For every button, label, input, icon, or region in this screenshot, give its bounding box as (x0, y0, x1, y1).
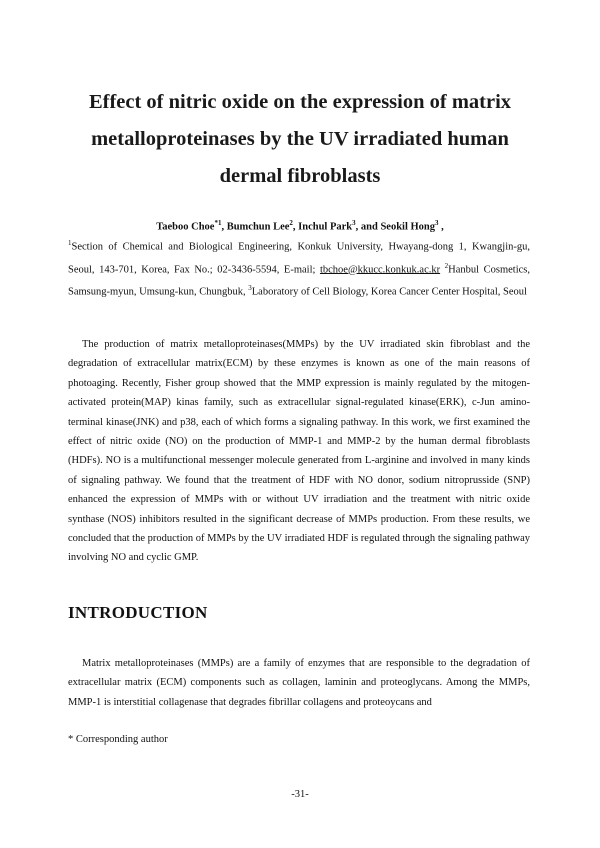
affiliation-text: Laboratory of Cell Biology, Korea Cancer Center Hospital, Seoul (251, 286, 527, 298)
affiliation-block (68, 234, 530, 302)
email-link[interactable]: tbchoe@kkucc.konkuk.ac.kr (319, 264, 441, 275)
affiliation-text: Section of Chemical and Biological Engineering, Konkuk University, Hwayang-dong 1, Kwangjin-gu, Seoul, 143-701, Korea, Fax No.; 02-3436-5594, E-mail; (68, 241, 530, 275)
affiliation-superscript: 3 (248, 284, 252, 292)
author-name: Inchul Park (298, 221, 353, 233)
abstract-paragraph: The production of matrix metalloproteinases(MMPs) by the UV irradiated skin fibroblast and the degradation of extracellular matrix(ECM) by these enzymes is known as one of the main reasons of photoaging. Recently, Fisher group showed that the MMP expression is mainly regulated by the mitogen-activated protein(MAP) kinas family, such as extracellular signal-regulated kinase(ERK), c-Jun amino-terminal kinase(JNK) and p38, each of which forms a signaling pathway. In this work, we first examined the effect of nitric oxide (NO) on the production of MMP-1 and MMP-2 by the human dermal fibroblasts (HDFs). NO is a multifunctional messenger molecule generated from L-arginine and involved in many kinds of signaling pathway. We found that the treatment of HDF with NO donor, sodium nitroprusside (SNP) enhanced the expression of MMPs with or without UV irradiation and the treatment with nitric oxide synthase (NOS) inhibitors resulted in the significant decrease of MMPs production. From these results, we concluded that the production of MMPs by the UV irradiated HDF is regulated through the signaling pathway involving NO and cyclic GMP. (68, 339, 530, 564)
affiliation-superscript: 2 (444, 261, 449, 270)
author-end: , (438, 221, 444, 233)
footnote: * Corresponding author (68, 734, 168, 745)
title-line-2: metalloproteinases by the UV irradiated human (91, 128, 509, 150)
author-superscript: 3 (435, 219, 439, 227)
page-number: -31- (291, 789, 309, 800)
author-superscript: 2 (289, 219, 293, 227)
author-separator: , (292, 221, 299, 233)
section-heading: INTRODUCTION (68, 603, 208, 622)
title-line-1: Effect of nitric oxide on the expression of matrix (88, 91, 512, 113)
author-separator: , (355, 221, 361, 233)
affiliation-superscript: 1 (68, 239, 72, 247)
author-superscript: 3 (352, 219, 356, 227)
introduction-paragraph: Matrix metalloproteinases (MMPs) are a family of enzymes that are responsible to the degradation of extracellular matrix (ECM) components such as collagen, laminin and proteoglycans. Among the MMPs, MMP-1 is interstitial collagenase that degrades fibrillar collagens and proteoycans and (68, 658, 530, 708)
author-name: and Seokil Hong (360, 221, 436, 233)
author-name: Taeboo Choe (156, 221, 215, 233)
title-line-3: dermal fibroblasts (219, 165, 381, 187)
author-name: Bumchun Lee (226, 221, 290, 233)
author-separator: , (221, 221, 227, 233)
author-superscript: *1 (214, 219, 222, 227)
affiliation-text: Hanbul Cosmetics, Samsung-myun, Umsung-kun, Chungbuk, (68, 264, 530, 298)
paper-title (50, 84, 550, 195)
